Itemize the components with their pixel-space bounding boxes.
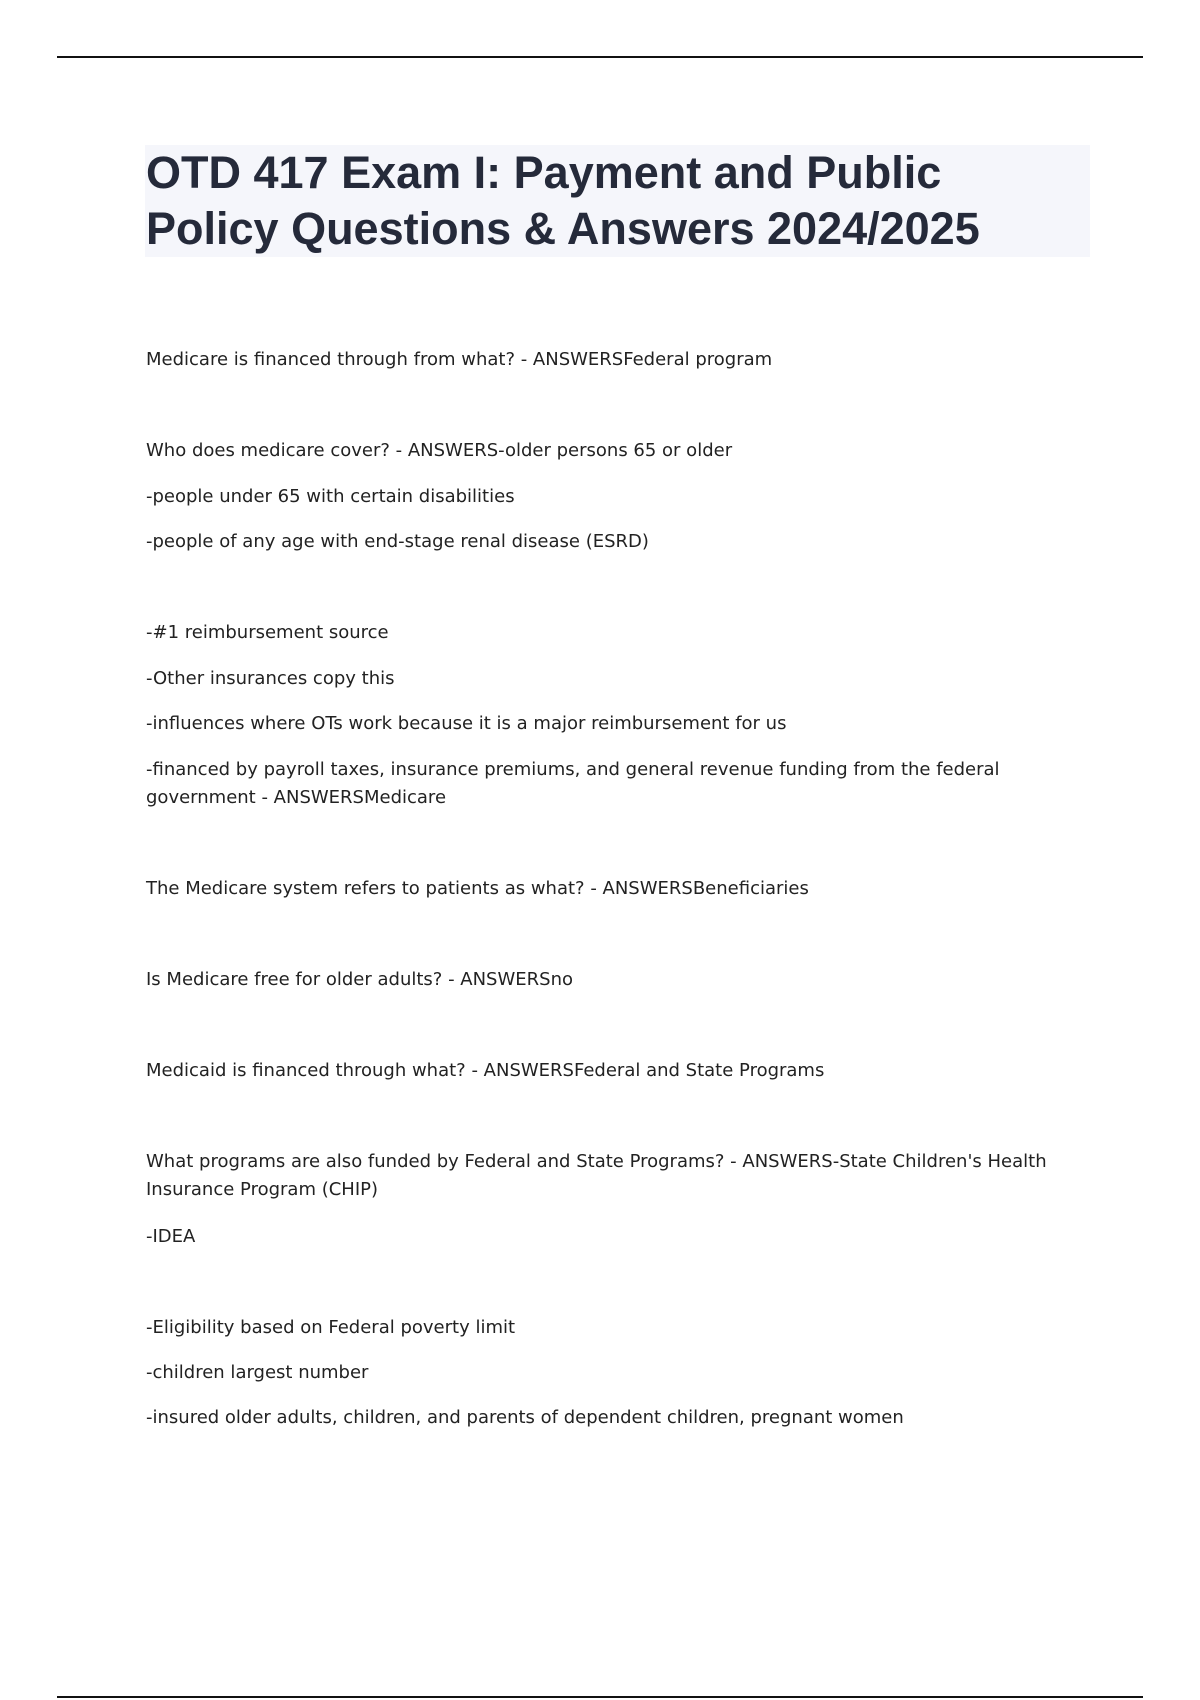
top-rule bbox=[57, 56, 1143, 58]
qa-line: The Medicare system refers to patients as what? - ANSWERSBeneficiaries bbox=[146, 878, 809, 899]
qa-line: -people under 65 with certain disabilities bbox=[146, 486, 515, 507]
qa-line: -influences where OTs work because it is a major reimbursement for us bbox=[146, 713, 787, 734]
qa-line: -#1 reimbursement source bbox=[146, 622, 389, 643]
qa-line: -financed by payroll taxes, insurance premiums, and general revenue funding from the federal government - ANSWERSMedicare bbox=[146, 759, 1000, 808]
qa-line: -insured older adults, children, and parents of dependent children, pregnant women bbox=[146, 1407, 904, 1428]
qa-line: What programs are also funded by Federal and State Programs? - ANSWERS-State Children's Health Insurance Program (CHIP) bbox=[146, 1151, 1047, 1200]
qa-line: Medicaid is financed through what? - ANSWERSFederal and State Programs bbox=[146, 1060, 825, 1081]
qa-line: Medicare is financed through from what? - ANSWERSFederal program bbox=[146, 349, 773, 370]
qa-line: Who does medicare cover? - ANSWERS-older persons 65 or older bbox=[146, 440, 733, 461]
qa-line: Is Medicare free for older adults? - ANSWERSno bbox=[146, 969, 574, 990]
bottom-rule bbox=[57, 1696, 1143, 1698]
qa-line: -IDEA bbox=[146, 1226, 196, 1247]
qa-line: -people of any age with end-stage renal disease (ESRD) bbox=[146, 531, 649, 552]
qa-line: -Eligibility based on Federal poverty limit bbox=[146, 1317, 516, 1338]
qa-line: -Other insurances copy this bbox=[146, 668, 395, 689]
qa-line: -children largest number bbox=[146, 1362, 369, 1383]
document-title: OTD 417 Exam I: Payment and Public Policy Questions & Answers 2024/2025 bbox=[146, 147, 980, 254]
